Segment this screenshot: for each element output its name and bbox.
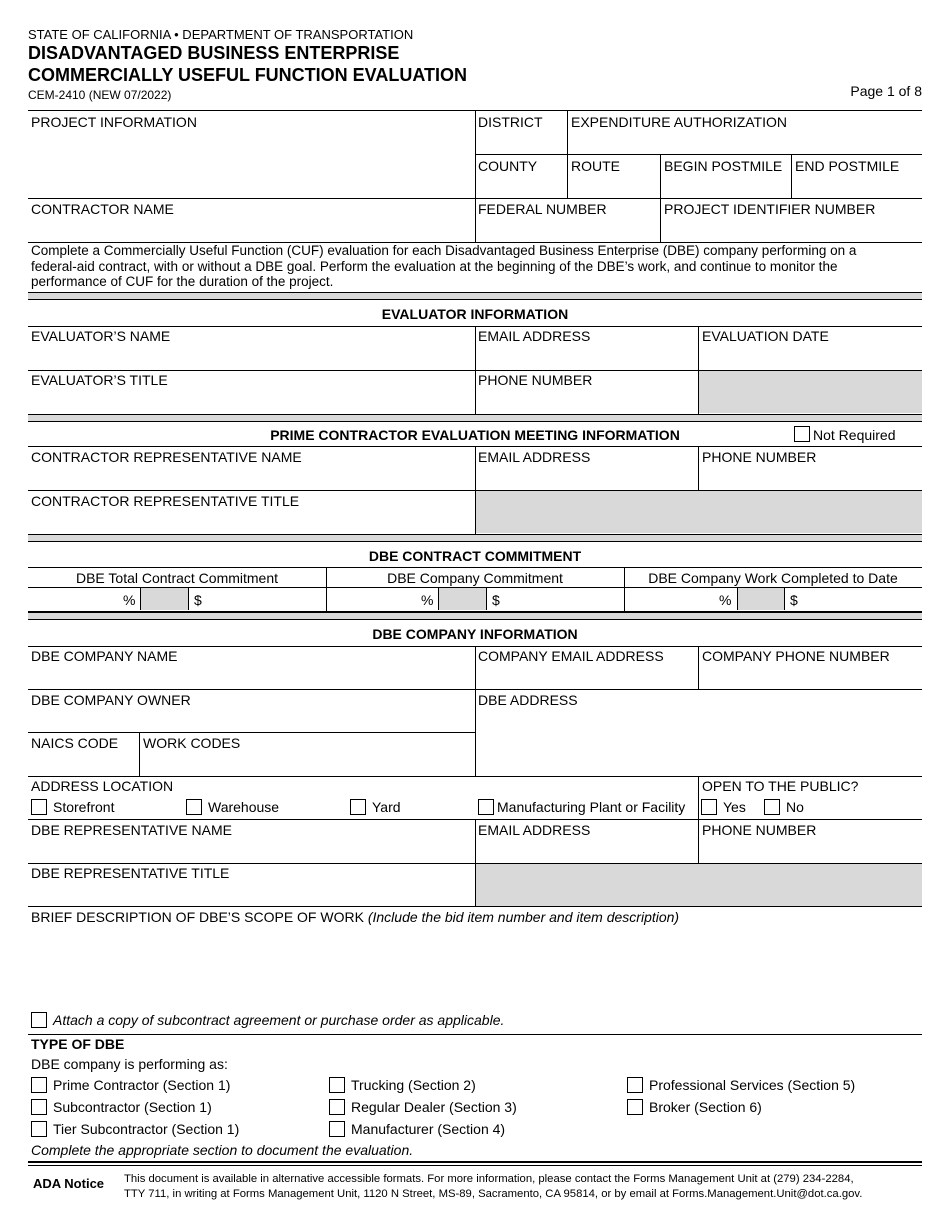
total-commitment-percent-field[interactable] bbox=[29, 588, 121, 610]
scope-of-work-field[interactable] bbox=[28, 926, 922, 1008]
contractor-rep-name-field[interactable] bbox=[28, 466, 474, 489]
evaluator-title-label: EVALUATOR’S TITLE bbox=[31, 372, 168, 388]
contractor-email-field[interactable] bbox=[476, 466, 697, 489]
form-number: CEM-2410 (NEW 07/2022) bbox=[28, 88, 172, 102]
work-completed-percent-field[interactable] bbox=[625, 588, 717, 610]
evaluator-email-label: EMAIL ADDRESS bbox=[478, 328, 591, 344]
begin-postmile-label: BEGIN POSTMILE bbox=[664, 158, 783, 174]
subcontractor-label: Subcontractor (Section 1) bbox=[53, 1099, 212, 1115]
contractor-name-field[interactable] bbox=[28, 218, 474, 241]
attach-label: Attach a copy of subcontract agreement or purchase order as applicable. bbox=[53, 1012, 505, 1028]
tier-subcontractor-checkbox[interactable] bbox=[31, 1121, 47, 1137]
evaluation-date-field[interactable] bbox=[699, 345, 922, 369]
contractor-phone-field[interactable] bbox=[699, 466, 922, 489]
dbe-rep-title-field[interactable] bbox=[28, 882, 474, 905]
title-line-2: COMMERCIALLY USEFUL FUNCTION EVALUATION bbox=[28, 65, 468, 85]
dbe-rep-email-field[interactable] bbox=[476, 839, 697, 862]
open-public-label: OPEN TO THE PUBLIC? bbox=[702, 778, 859, 794]
prime-heading: PRIME CONTRACTOR EVALUATION MEETING INFORMATION bbox=[270, 427, 680, 443]
evaluator-name-label: EVALUATOR’S NAME bbox=[31, 328, 171, 344]
company-email-field[interactable] bbox=[476, 665, 697, 688]
address-location-label: ADDRESS LOCATION bbox=[31, 778, 174, 794]
regular-dealer-label: Regular Dealer (Section 3) bbox=[351, 1099, 517, 1115]
regular-dealer-checkbox[interactable] bbox=[329, 1099, 345, 1115]
evaluator-phone-label: PHONE NUMBER bbox=[478, 372, 593, 388]
manufacturer-checkbox[interactable] bbox=[329, 1121, 345, 1137]
dollar-sign: $ bbox=[194, 592, 202, 608]
dbe-address-label: DBE ADDRESS bbox=[478, 692, 578, 708]
title-line-1: DISADVANTAGED BUSINESS ENTERPRISE bbox=[28, 43, 400, 63]
naics-code-field[interactable] bbox=[28, 752, 138, 775]
warehouse-label: Warehouse bbox=[208, 799, 280, 815]
dbe-rep-name-label: DBE REPRESENTATIVE NAME bbox=[31, 822, 232, 838]
trucking-checkbox[interactable] bbox=[329, 1077, 345, 1093]
manufacturer-label: Manufacturer (Section 4) bbox=[351, 1121, 506, 1137]
warehouse-checkbox[interactable] bbox=[186, 799, 202, 815]
percent-sign: % bbox=[421, 592, 434, 608]
scope-of-work-note: (Include the bid item number and item description) bbox=[367, 909, 680, 925]
project-information-field[interactable] bbox=[28, 130, 474, 197]
ada-notice-label: ADA Notice bbox=[33, 1176, 105, 1191]
naics-code-label: NAICS CODE bbox=[31, 735, 119, 751]
manufacturing-label: Manufacturing Plant or Facility bbox=[497, 799, 686, 815]
project-identifier-field[interactable] bbox=[661, 218, 922, 241]
performing-as-label: DBE company is performing as: bbox=[31, 1056, 228, 1072]
district-label: DISTRICT bbox=[478, 114, 543, 130]
contractor-rep-title-label: CONTRACTOR REPRESENTATIVE TITLE bbox=[31, 493, 300, 509]
project-information-label: PROJECT INFORMATION bbox=[31, 114, 197, 130]
prime-contractor-label: Prime Contractor (Section 1) bbox=[53, 1077, 231, 1093]
not-required-checkbox[interactable] bbox=[794, 426, 810, 442]
end-postmile-field[interactable] bbox=[792, 174, 922, 197]
evaluation-date-label: EVALUATION DATE bbox=[702, 328, 829, 344]
complete-section-note: Complete the appropriate section to document the evaluation. bbox=[31, 1142, 414, 1158]
storefront-checkbox[interactable] bbox=[31, 799, 47, 815]
route-field[interactable] bbox=[568, 174, 659, 197]
federal-number-field[interactable] bbox=[476, 218, 659, 241]
county-label: COUNTY bbox=[478, 158, 538, 174]
work-completed-amount-field[interactable] bbox=[802, 588, 922, 610]
company-owner-field[interactable] bbox=[28, 709, 474, 731]
dbe-rep-title-label: DBE REPRESENTATIVE TITLE bbox=[31, 865, 230, 881]
percent-sign: % bbox=[123, 592, 136, 608]
evaluator-title-field[interactable] bbox=[28, 389, 474, 413]
dollar-sign: $ bbox=[492, 592, 500, 608]
yes-label: Yes bbox=[723, 799, 746, 815]
instructions-line-3: performance of CUF for the duration of the project. bbox=[31, 274, 334, 289]
commitment-heading: DBE CONTRACT COMMITMENT bbox=[368, 548, 582, 564]
company-email-label: COMPANY EMAIL ADDRESS bbox=[478, 648, 664, 664]
company-heading: DBE COMPANY INFORMATION bbox=[372, 626, 578, 642]
county-field[interactable] bbox=[476, 174, 566, 197]
instructions-line-2: federal-aid contract, with or without a DBE goal. Perform the evaluation at the beginning of the DBE’s work, and continue to monitor the bbox=[31, 259, 838, 274]
contractor-rep-name-label: CONTRACTOR REPRESENTATIVE NAME bbox=[31, 449, 302, 465]
expenditure-authorization-label: EXPENDITURE AUTHORIZATION bbox=[571, 114, 787, 130]
open-public-yes-checkbox[interactable] bbox=[701, 799, 717, 815]
professional-services-checkbox[interactable] bbox=[627, 1077, 643, 1093]
federal-number-label: FEDERAL NUMBER bbox=[478, 201, 607, 217]
total-commitment-header: DBE Total Contract Commitment bbox=[75, 570, 279, 586]
yard-checkbox[interactable] bbox=[350, 799, 366, 815]
district-field[interactable] bbox=[476, 130, 566, 153]
begin-postmile-field[interactable] bbox=[661, 174, 790, 197]
company-name-label: DBE COMPANY NAME bbox=[31, 648, 178, 664]
evaluator-email-field[interactable] bbox=[476, 345, 697, 369]
dbe-rep-phone-label: PHONE NUMBER bbox=[702, 822, 817, 838]
work-codes-label: WORK CODES bbox=[143, 735, 241, 751]
storefront-label: Storefront bbox=[53, 799, 115, 815]
route-label: ROUTE bbox=[571, 158, 620, 174]
broker-label: Broker (Section 6) bbox=[649, 1099, 762, 1115]
scope-of-work-title: BRIEF DESCRIPTION OF DBE’S SCOPE OF WORK bbox=[31, 909, 364, 925]
broker-checkbox[interactable] bbox=[627, 1099, 643, 1115]
tier-subcontractor-label: Tier Subcontractor (Section 1) bbox=[53, 1121, 240, 1137]
end-postmile-label: END POSTMILE bbox=[795, 158, 900, 174]
contractor-rep-title-field[interactable] bbox=[28, 510, 474, 533]
total-commitment-amount-field[interactable] bbox=[206, 588, 325, 610]
agency-line: STATE OF CALIFORNIA • DEPARTMENT OF TRANSPORTATION bbox=[28, 27, 414, 42]
percent-sign: % bbox=[719, 592, 732, 608]
ada-line-1: This document is available in alternative accessible formats. For more information, please contact the Forms Management Unit at (279) 234-2284, bbox=[124, 1173, 854, 1185]
evaluator-phone-field[interactable] bbox=[476, 389, 697, 413]
scope-of-work-label bbox=[31, 909, 679, 925]
contractor-name-label: CONTRACTOR NAME bbox=[31, 201, 174, 217]
instructions-line-1: Complete a Commercially Useful Function (CUF) evaluation for each Disadvantaged Business Enterprise (DBE) company performing on a bbox=[31, 243, 857, 258]
company-commitment-percent-field[interactable] bbox=[327, 588, 419, 610]
prime-contractor-checkbox[interactable] bbox=[31, 1077, 47, 1093]
yard-label: Yard bbox=[372, 799, 401, 815]
professional-services-label: Professional Services (Section 5) bbox=[649, 1077, 856, 1093]
company-phone-field[interactable] bbox=[699, 665, 922, 688]
not-required-label: Not Required bbox=[813, 427, 896, 443]
manufacturing-checkbox[interactable] bbox=[478, 799, 494, 815]
open-public-no-checkbox[interactable] bbox=[764, 799, 780, 815]
company-phone-label: COMPANY PHONE NUMBER bbox=[702, 648, 890, 664]
contractor-email-label: EMAIL ADDRESS bbox=[478, 449, 591, 465]
dbe-rep-name-field[interactable] bbox=[28, 839, 474, 862]
work-codes-field[interactable] bbox=[140, 752, 474, 775]
dbe-rep-email-label: EMAIL ADDRESS bbox=[478, 822, 591, 838]
attach-checkbox[interactable] bbox=[31, 1012, 47, 1028]
dbe-address-field[interactable] bbox=[476, 709, 922, 775]
dbe-rep-phone-field[interactable] bbox=[699, 839, 922, 862]
company-owner-label: DBE COMPANY OWNER bbox=[31, 692, 191, 708]
project-identifier-label: PROJECT IDENTIFIER NUMBER bbox=[664, 201, 876, 217]
dollar-sign: $ bbox=[790, 592, 798, 608]
company-commitment-amount-field[interactable] bbox=[504, 588, 623, 610]
evaluator-name-field[interactable] bbox=[28, 345, 474, 369]
ada-line-2: TTY 711, in writing at Forms Management Unit, 1120 N Street, MS-89, Sacramento, CA 95814, or by email at Forms.Management.Unit@dot.ca.gov. bbox=[124, 1188, 863, 1200]
trucking-label: Trucking (Section 2) bbox=[351, 1077, 476, 1093]
subcontractor-checkbox[interactable] bbox=[31, 1099, 47, 1115]
work-completed-header: DBE Company Work Completed to Date bbox=[648, 570, 898, 586]
evaluator-heading: EVALUATOR INFORMATION bbox=[381, 306, 569, 322]
expenditure-authorization-field[interactable] bbox=[568, 130, 922, 153]
no-label: No bbox=[786, 799, 804, 815]
contractor-phone-label: PHONE NUMBER bbox=[702, 449, 817, 465]
company-name-field[interactable] bbox=[28, 665, 474, 688]
company-commitment-header: DBE Company Commitment bbox=[387, 570, 563, 586]
page-number: Page 1 of 8 bbox=[850, 83, 922, 99]
type-heading: TYPE OF DBE bbox=[31, 1036, 125, 1052]
